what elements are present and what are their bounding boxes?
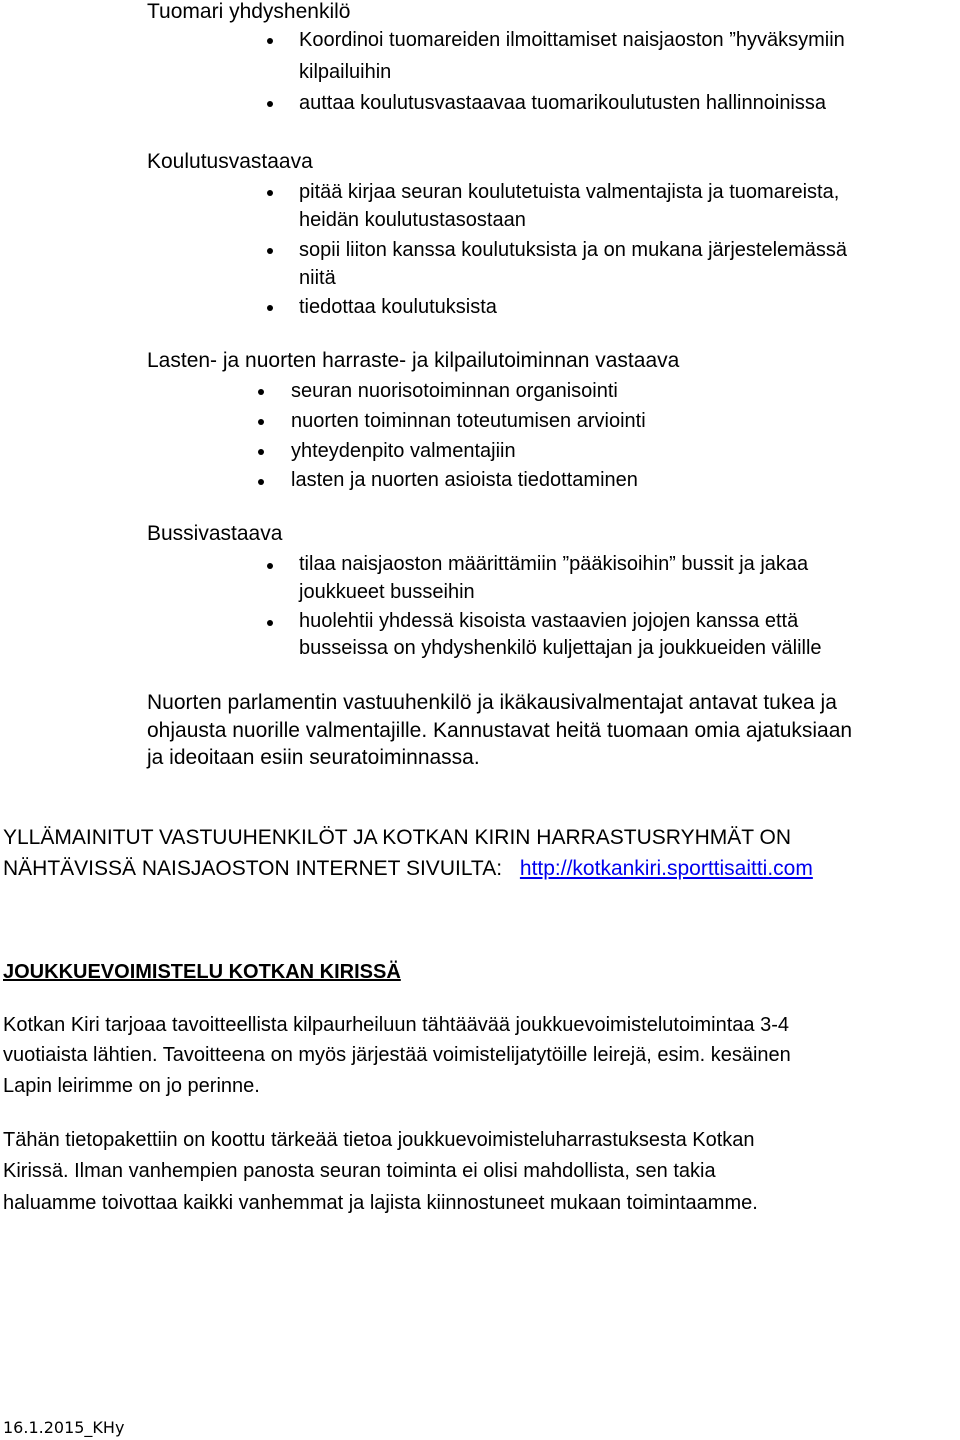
youth-parliament-line3: ja ideoitaan esiin seuratoiminnassa. bbox=[147, 746, 480, 769]
section-title-judge: Tuomari yhdyshenkilö bbox=[147, 0, 351, 23]
bullet-icon bbox=[267, 101, 273, 107]
bullet-icon bbox=[267, 190, 273, 196]
notice-line2 bbox=[3, 857, 813, 881]
bullet-icon bbox=[267, 620, 273, 626]
training-item-2-line2: niitä bbox=[299, 267, 336, 289]
bullet-icon bbox=[267, 563, 273, 569]
youth-item-1: seuran nuorisotoiminnan organisointi bbox=[291, 380, 618, 402]
team-gymnastics-title: JOUKKUEVOIMISTELU KOTKAN KIRISSÄ bbox=[3, 961, 401, 983]
footer-date: 16.1.2015_KHy bbox=[3, 1418, 125, 1437]
website-link[interactable]: http://kotkankiri.sporttisaitti.com bbox=[519, 857, 813, 880]
team-para1-line2: vuotiaista lähtien. Tavoitteena on myös järjestää voimistelijatytöille leirejä, esim. kesäinen bbox=[3, 1044, 791, 1066]
youth-item-2: nuorten toiminnan toteutumisen arviointi bbox=[291, 410, 646, 432]
bullet-icon bbox=[267, 248, 273, 254]
bus-item-1-line1: tilaa naisjaoston määrittämiin ”pääkisoihin” bussit ja jakaa bbox=[299, 553, 809, 575]
bus-item-2-line1: huolehtii yhdessä kisoista vastaavien jojojen kanssa että bbox=[299, 610, 799, 632]
bullet-icon bbox=[258, 479, 264, 485]
notice-line1: YLLÄMAINITUT VASTUUHENKILÖT JA KOTKAN KIRIN HARRASTUSRYHMÄT ON bbox=[3, 826, 792, 849]
training-item-1-line1: pitää kirjaa seuran koulutetuista valmentajista ja tuomareista, bbox=[299, 181, 840, 203]
bullet-icon bbox=[258, 419, 264, 425]
bullet-icon bbox=[258, 389, 264, 395]
judge-item-1-line2: kilpailuihin bbox=[299, 61, 392, 83]
judge-item-2: auttaa koulutusvastaavaa tuomarikoulutusten hallinnoinissa bbox=[299, 92, 827, 114]
bullet-icon bbox=[267, 38, 273, 44]
judge-item-1-line1: Koordinoi tuomareiden ilmoittamiset naisjaoston ”hyväksymiin bbox=[299, 29, 845, 51]
section-title-bus: Bussivastaava bbox=[147, 522, 283, 545]
bullet-icon bbox=[267, 305, 273, 311]
youth-item-4: lasten ja nuorten asioista tiedottaminen bbox=[291, 469, 638, 491]
youth-item-3: yhteydenpito valmentajiin bbox=[291, 440, 516, 462]
section-title-training: Koulutusvastaava bbox=[147, 150, 313, 173]
training-item-3: tiedottaa koulutuksista bbox=[299, 296, 497, 318]
team-para2-line2: Kirissä. Ilman vanhempien panosta seuran toiminta ei olisi mahdollista, sen takia bbox=[3, 1160, 716, 1182]
youth-parliament-line1: Nuorten parlamentin vastuuhenkilö ja ikäkausivalmentajat antavat tukea ja bbox=[147, 691, 837, 714]
training-item-2-line1: sopii liiton kanssa koulutuksista ja on mukana järjestelemässä bbox=[299, 239, 848, 261]
notice-text: NÄHTÄVISSÄ NAISJAOSTON INTERNET SIVUILTA: bbox=[3, 857, 503, 880]
bus-item-2-line2: busseissa on yhdyshenkilö kuljettajan ja joukkueiden välille bbox=[299, 637, 822, 659]
bullet-icon bbox=[258, 449, 264, 455]
team-para1-line1: Kotkan Kiri tarjoaa tavoitteellista kilpaurheiluun tähtäävää joukkuevoimistelutoimintaa 3-4 bbox=[3, 1014, 789, 1036]
training-item-1-line2: heidän koulutustasostaan bbox=[299, 209, 526, 231]
team-para2-line1: Tähän tietopakettiin on koottu tärkeää tietoa joukkuevoimisteluharrastuksesta Kotkan bbox=[3, 1129, 755, 1151]
team-para1-line3: Lapin leirimme on jo perinne. bbox=[3, 1075, 260, 1097]
youth-parliament-line2: ohjausta nuorille valmentajille. Kannustavat heitä tuomaan omia ajatuksiaan bbox=[147, 719, 853, 742]
team-para2-line3: haluamme toivottaa kaikki vanhemmat ja lajista kiinnostuneet mukaan toimintaamme. bbox=[3, 1192, 758, 1214]
bus-item-1-line2: joukkueet busseihin bbox=[299, 581, 475, 603]
section-title-youth: Lasten- ja nuorten harraste- ja kilpailutoiminnan vastaava bbox=[147, 349, 680, 372]
